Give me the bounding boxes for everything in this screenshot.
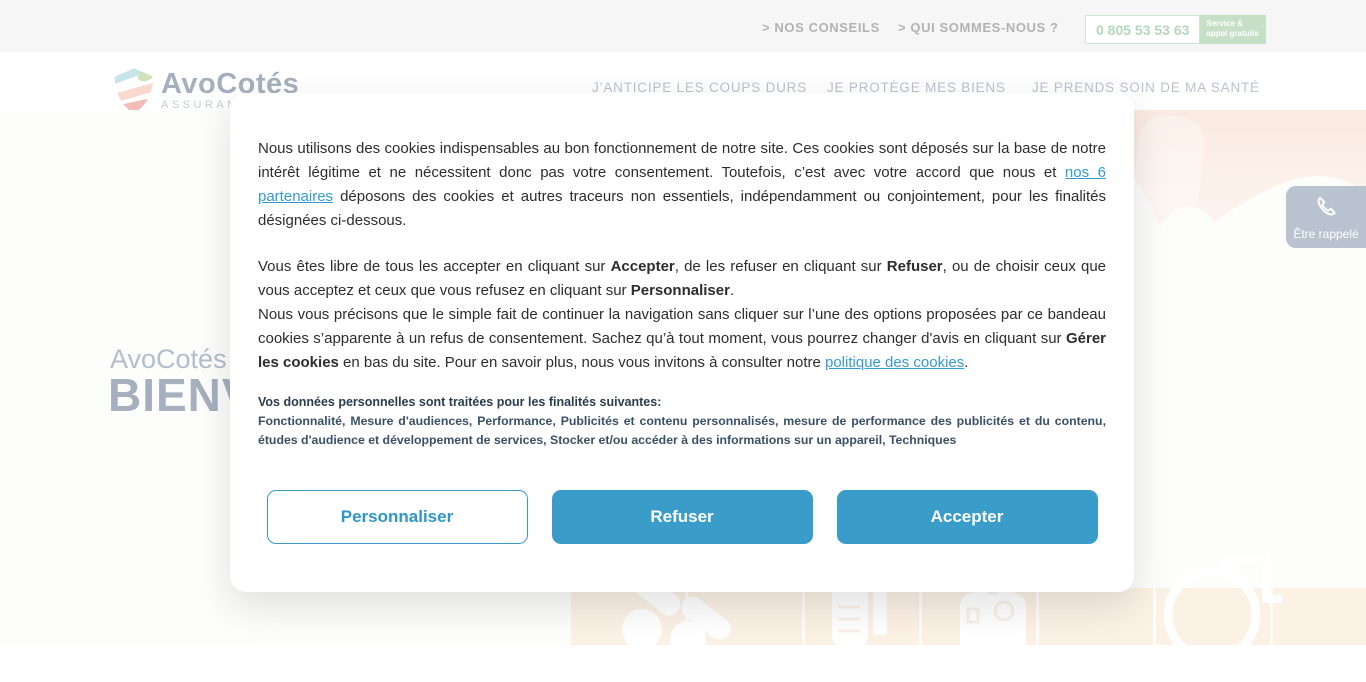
cookie-text: Nous utilisons des cookies indispensables au bon fonctionnement de notre site. Ces cookies sont déposés sur la base de notre intérêt légitime et ne nécessitent donc pas votre consentement. Toutefois, c’est avec votre accord que nous et: [258, 140, 1106, 181]
cookie-paragraph-refusal: [258, 303, 1106, 375]
cookie-button-row: [258, 490, 1106, 544]
cookie-text: Vous êtes libre de tous les accepter en cliquant sur: [258, 258, 611, 275]
refuser-button[interactable]: Refuser: [552, 490, 813, 544]
cookie-text: , ou de choisir ceux que vous acceptez et ceux que vous refusez en cliquant sur: [258, 258, 1106, 299]
accepter-button[interactable]: Accepter: [837, 490, 1098, 544]
cookie-text: en bas du site. Pour en savoir plus, nous vous invitons à consulter notre: [338, 354, 825, 371]
partners-link[interactable]: nos 6 partenaires: [258, 164, 1106, 205]
cookie-text: , de les refuser en cliquant sur: [674, 258, 887, 275]
gerer-cookies-emphasis: Gérer les cookies: [258, 330, 1106, 371]
purposes-title: Vos données personnelles sont traitées pour les finalités suivantes:: [258, 395, 662, 409]
refuser-emphasis: Refuser: [886, 258, 943, 275]
cookie-paragraph-intro: [258, 137, 1106, 233]
data-purposes: [258, 393, 1106, 450]
cookie-text: déposons des cookies et autres traceurs non essentiels, indépendamment ou conjointement, pour les finalités désignées ci-dessous.: [258, 188, 1106, 229]
cookie-policy-link[interactable]: politique des cookies: [825, 354, 965, 371]
cookie-consent-banner: [230, 93, 1134, 592]
cookie-text: Nous vous précisons que le simple fait de continuer la navigation sans cliquer sur l’une des options proposées par ce bandeau cookies s’apparente à un refus de consentement. Sachez qu’à tout moment, vous pourrez changer d'avis en cliquant sur: [258, 306, 1106, 347]
purposes-list: Fonctionnalité, Mesure d'audiences, Performance, Publicités et contenu personnalisés, mesure de performance des publicités et du contenu, études d'audience et développement de services, Stocker et/ou accéder à des informations sur un appareil, Techniques: [258, 414, 1106, 447]
cookie-text: .: [964, 354, 969, 371]
personnaliser-button[interactable]: Personnaliser: [267, 490, 528, 544]
cookie-paragraph-choices: [258, 255, 1106, 303]
accepter-emphasis: Accepter: [610, 258, 675, 275]
cookie-text: .: [729, 282, 735, 299]
personnaliser-emphasis: Personnaliser: [630, 282, 730, 299]
